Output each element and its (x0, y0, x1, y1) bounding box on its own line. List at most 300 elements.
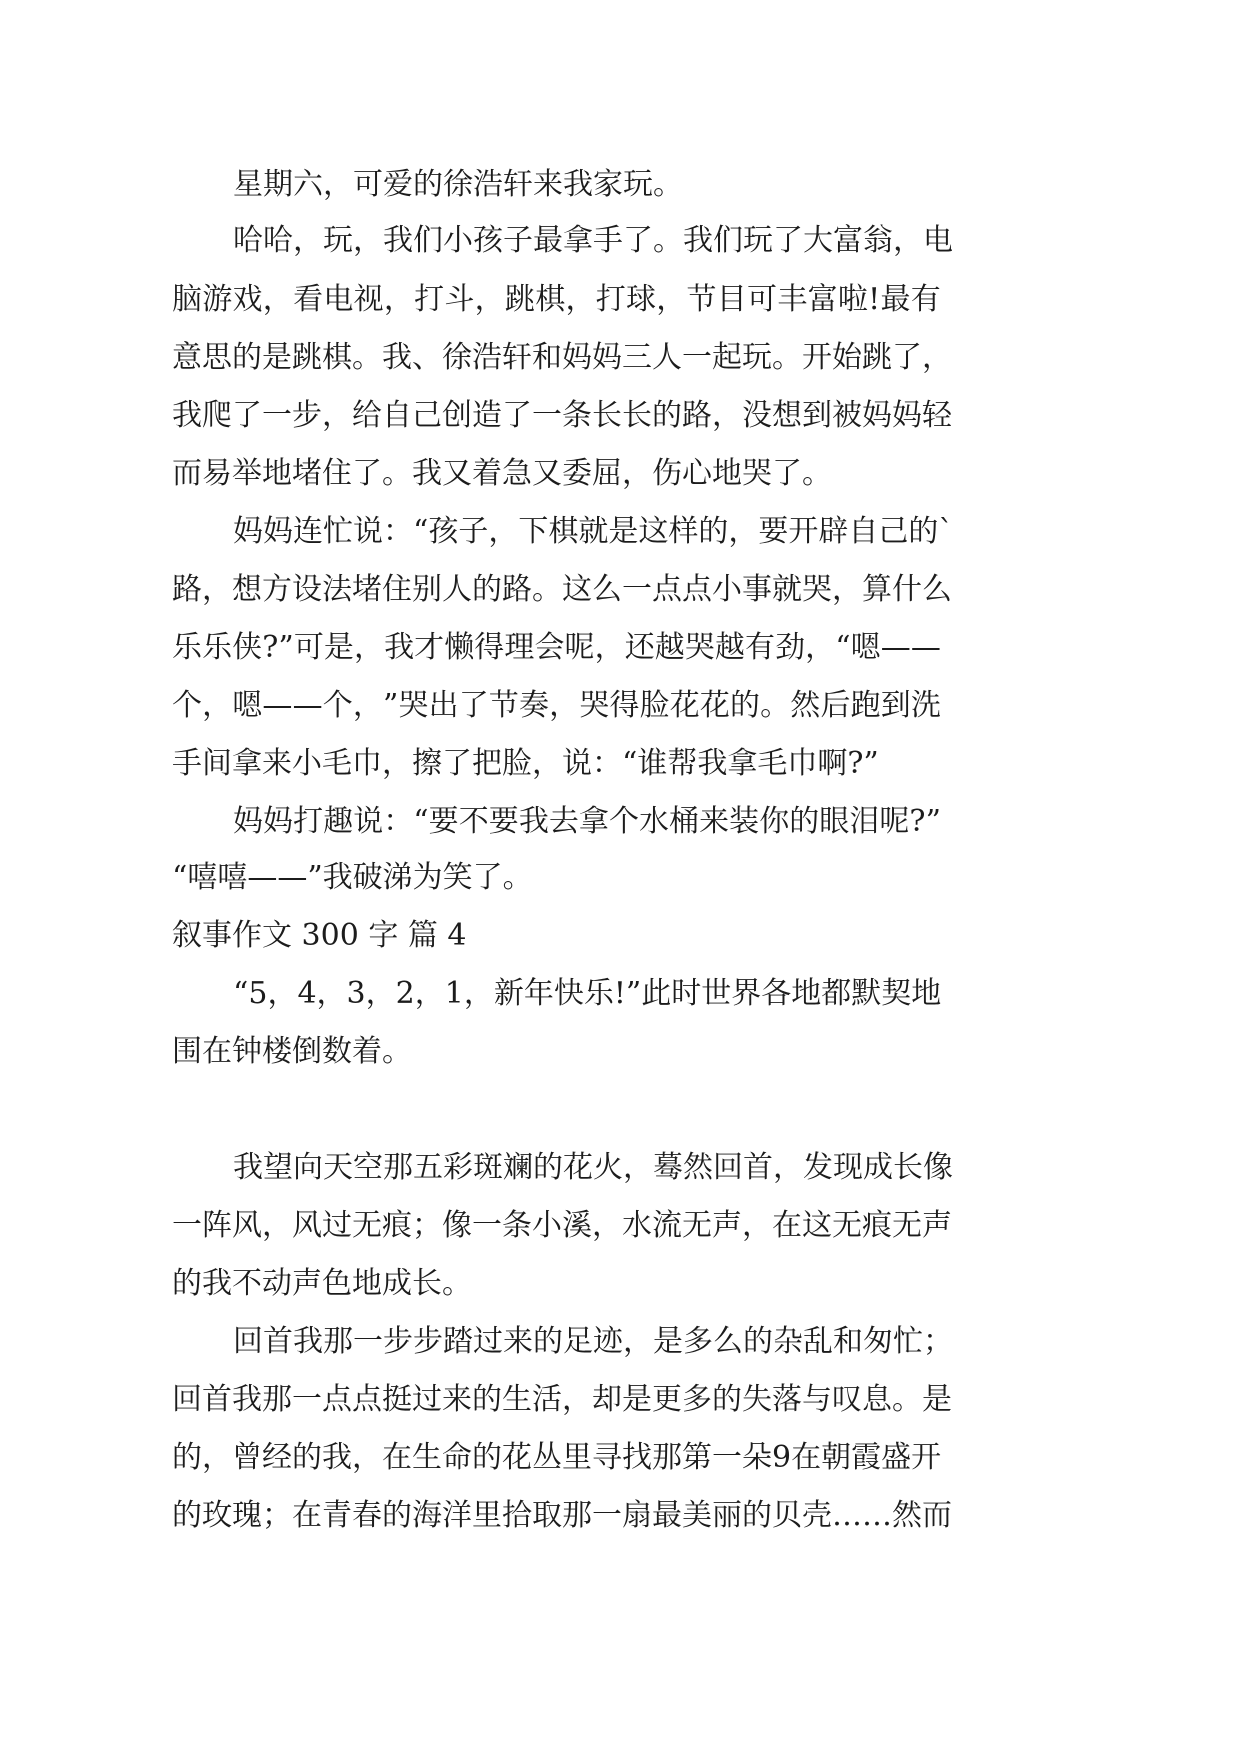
text-char: 斓 (503, 1150, 533, 1185)
text-char: 花 (669, 688, 700, 723)
text-char: 孩 (473, 223, 503, 258)
text-char: 的 (472, 1382, 502, 1417)
text-char: 的 (908, 514, 939, 549)
text-char: 快 (553, 976, 584, 1011)
text-char: 而 (922, 1498, 952, 1533)
text-char: 么 (713, 1324, 743, 1359)
text-char: … (862, 1498, 892, 1533)
text-char: ， (893, 223, 923, 258)
text-char: ， (805, 630, 836, 665)
text-char: 一 (622, 572, 652, 607)
text-char: ! (868, 282, 881, 317)
text-char: 现 (833, 1150, 863, 1185)
text-char: 美 (682, 1498, 712, 1533)
text-char: 那 (323, 1324, 353, 1359)
text-char: … (832, 1498, 862, 1533)
text-char: 妈 (892, 398, 922, 433)
text-char: ， (562, 1382, 592, 1417)
text-char: 那 (562, 1498, 592, 1533)
text-char: 棋 (535, 282, 566, 317)
text-line (0, 512, 1241, 552)
text-char: 出 (428, 688, 459, 723)
text-char: ` (938, 514, 954, 549)
text-char: 生 (502, 1382, 532, 1417)
text-char: 壳 (802, 1498, 832, 1533)
text-char: 。 (772, 340, 802, 375)
text-char: 想 (772, 398, 802, 433)
text-char: 不 (458, 804, 489, 839)
text-char: 妈 (862, 398, 892, 433)
text-char: 是 (922, 1382, 952, 1417)
text-char: 小 (532, 1208, 562, 1243)
text-char: 曾 (232, 1440, 262, 1475)
text-char: — (910, 630, 941, 665)
text-char: 的 (652, 398, 682, 433)
text-char: 步 (292, 398, 322, 433)
text-char: 法 (322, 572, 352, 607)
text-char: 忙 (323, 514, 353, 549)
text-char: ， (414, 976, 445, 1011)
text-char: ， (623, 1324, 653, 1359)
text-char: 流 (652, 1208, 682, 1243)
text-char: 电 (323, 282, 354, 317)
text-char: 无 (682, 1208, 712, 1243)
text-char: 富 (807, 282, 838, 317)
text-char: 要 (488, 804, 519, 839)
text-char: ! (613, 976, 626, 1011)
text-char: 长 (893, 1150, 923, 1185)
text-char: 瑰 (232, 1498, 262, 1533)
text-char: 在 (382, 1440, 412, 1475)
text-char: 、 (412, 340, 442, 375)
text-char: 的 (472, 572, 502, 607)
text-char: 火 (593, 1150, 623, 1185)
text-char: 轩 (502, 340, 532, 375)
text-char: 哭 (398, 688, 429, 723)
text-char: 花 (502, 1440, 532, 1475)
text-char: 丰 (777, 282, 808, 317)
text-char: 戏 (232, 282, 263, 317)
text-char: 一 (532, 398, 562, 433)
text-char: 住 (382, 572, 412, 607)
text-char: 痕 (862, 1208, 892, 1243)
text-char: 溪 (562, 1208, 592, 1243)
text-char: 棋 (548, 514, 579, 549)
text-char: 打 (595, 282, 626, 317)
text-char: 时 (671, 976, 702, 1011)
text-char: 去 (548, 804, 579, 839)
text-char: 节 (488, 688, 519, 723)
text-line (0, 221, 1241, 261)
text-char: 回 (233, 1324, 263, 1359)
text-char: 装 (729, 804, 760, 839)
text-char: 足 (563, 1324, 593, 1359)
text-char: 踏 (443, 1324, 473, 1359)
text-char: ， (728, 514, 759, 549)
text-char: 子 (458, 514, 489, 549)
text-char: 扇 (622, 1498, 652, 1533)
text-char: 是 (262, 340, 292, 375)
text-char: “ (413, 804, 429, 839)
text-char: 妈 (233, 804, 263, 839)
text-char: 棋 (322, 340, 352, 375)
text-char: 无 (352, 1208, 382, 1243)
text-char: 风 (292, 1208, 322, 1243)
text-char: 那 (383, 1150, 413, 1185)
text-char: 脑 (172, 282, 202, 317)
text-char: 视 (353, 282, 384, 317)
text-char: 了 (773, 223, 803, 258)
text-char: ， (365, 976, 396, 1011)
text-char: 玫 (202, 1498, 232, 1533)
text-char: 嗯 (232, 688, 263, 723)
text-char: 发 (803, 1150, 833, 1185)
text-char: ； (412, 1208, 442, 1243)
text-char: ， (594, 630, 625, 665)
text-char: 首 (743, 1150, 773, 1185)
text-char: 声 (712, 1208, 742, 1243)
text-char: ， (353, 630, 384, 665)
text-char: ， (474, 282, 505, 317)
text-char: 有 (910, 282, 941, 317)
text-char: 活 (532, 1382, 562, 1417)
text-char: 玩 (323, 223, 353, 258)
text-char: 贝 (772, 1498, 802, 1533)
text-char: 步 (413, 1324, 443, 1359)
text-char: 下 (518, 514, 549, 549)
text-char: 与 (802, 1382, 832, 1417)
text-char: 的 (533, 1150, 563, 1185)
text-char: 跳 (862, 340, 892, 375)
text-char: 此 (641, 976, 672, 1011)
text-char: 挺 (382, 1382, 412, 1417)
text-char: 点 (352, 1382, 382, 1417)
text-line (0, 1322, 1241, 1362)
text-char: 一 (712, 1440, 742, 1475)
text-char: 一 (262, 398, 292, 433)
text-char: 的 (743, 1324, 773, 1359)
text-char: 五 (413, 1150, 443, 1185)
text-char: 连 (293, 514, 323, 549)
text-char: 的 (232, 340, 262, 375)
text-char: 路 (682, 398, 712, 433)
text-char: 那 (652, 1440, 682, 1475)
text-char: 样 (668, 514, 699, 549)
text-char: 跳 (504, 282, 535, 317)
text-char: 子 (503, 223, 533, 258)
text-char: 长 (592, 398, 622, 433)
text-char: 泪 (849, 804, 880, 839)
text-char: 了 (232, 398, 262, 433)
text-char: 小 (712, 572, 742, 607)
text-char: 个 (172, 688, 202, 723)
text-char: 地 (791, 976, 822, 1011)
text-char: ， (922, 340, 952, 375)
text-char: 就 (578, 514, 609, 549)
text-char: 理 (504, 630, 535, 665)
text-char: “ (413, 514, 429, 549)
text-char: 妈 (592, 340, 622, 375)
text-char: 第 (682, 1440, 712, 1475)
text-char: 乐 (583, 976, 614, 1011)
text-char: ： (383, 514, 413, 549)
text-char: 拿 (563, 223, 593, 258)
text-char: 侠 (232, 630, 263, 665)
text-char: 1 (444, 976, 464, 1011)
text-char: 空 (353, 1150, 383, 1185)
text-char: 多 (682, 1382, 712, 1417)
text-char: 首 (202, 1382, 232, 1417)
text-char: ， (383, 282, 414, 317)
text-char: ” (382, 688, 399, 723)
text-char: 开 (802, 340, 832, 375)
text-char: 跳 (292, 340, 322, 375)
text-char: 辟 (818, 514, 849, 549)
text-char: 奏 (519, 688, 550, 723)
text-char: 设 (292, 572, 322, 607)
text-line (0, 570, 1241, 610)
text-char: 想 (232, 572, 262, 607)
text-char: 孩 (428, 514, 459, 549)
text-char: 玩 (743, 223, 773, 258)
text-char: 越 (714, 630, 745, 665)
text-char: ， (267, 976, 298, 1011)
text-char: ? (909, 804, 926, 839)
text-char: 妈 (263, 514, 293, 549)
text-char: 呢 (564, 630, 595, 665)
text-char: 桶 (669, 804, 700, 839)
text-char: ， (352, 688, 383, 723)
text-char: ” (278, 630, 294, 665)
text-char: 盛 (881, 1440, 912, 1475)
text-char: 年 (523, 976, 554, 1011)
text-char: 堵 (352, 572, 382, 607)
text-char: 的 (472, 1440, 502, 1475)
text-char: 的 (730, 688, 761, 723)
text-char: 来 (442, 1382, 472, 1417)
text-char: 呢 (879, 804, 910, 839)
text-char: — (880, 630, 911, 665)
text-char: 算 (862, 572, 892, 607)
text-line (0, 338, 1241, 378)
text-char: 思 (202, 340, 232, 375)
text-char: 斗 (444, 282, 475, 317)
text-char: 霞 (851, 1440, 882, 1475)
text-char: 。 (653, 223, 683, 258)
text-char: 无 (892, 1208, 922, 1243)
text-char: 啦 (837, 282, 868, 317)
text-char: 创 (442, 398, 472, 433)
text-char: 彩 (443, 1150, 473, 1185)
text-line: 而易举地堵住了。我又着急又委屈，伤心地哭了。 (172, 456, 832, 491)
text-char: ” (625, 976, 642, 1011)
text-char: 过 (473, 1324, 503, 1359)
text-char: 的 (172, 1498, 202, 1533)
text-char: 新 (493, 976, 524, 1011)
text-char: — (292, 688, 323, 723)
text-char: 哈 (233, 223, 263, 258)
text-char: 我 (383, 223, 413, 258)
text-char: 像 (923, 1150, 953, 1185)
text-char: 趣 (323, 804, 354, 839)
text-char: 是 (622, 1382, 652, 1417)
text-char: 寻 (592, 1440, 622, 1475)
text-char: 命 (442, 1440, 472, 1475)
text-char: 到 (880, 688, 911, 723)
text-char: 游 (202, 282, 233, 317)
text-char: ， (565, 282, 596, 317)
text-char: ； (923, 1324, 953, 1359)
text-char: ， (773, 1150, 803, 1185)
text-char: 是 (323, 630, 354, 665)
text-char: 个 (608, 804, 639, 839)
text-char: 自 (848, 514, 879, 549)
text-char: 长 (622, 398, 652, 433)
text-char: 方 (262, 572, 292, 607)
text-char: 人 (652, 340, 682, 375)
text-char: 们 (413, 223, 443, 258)
text-char: 哭 (802, 572, 832, 607)
text-char: 像 (442, 1208, 472, 1243)
text-char: 却 (592, 1382, 622, 1417)
text-char: 打 (414, 282, 445, 317)
text-char: 被 (832, 398, 862, 433)
text-char: “ (835, 630, 851, 665)
text-char: 找 (622, 1440, 652, 1475)
text-char: 各 (761, 976, 792, 1011)
text-char: ， (202, 1440, 232, 1475)
text-char: 成 (863, 1150, 893, 1185)
text-char: 我 (518, 804, 549, 839)
text-char: 始 (832, 340, 862, 375)
text-char: 我 (293, 1324, 323, 1359)
text-char: ， (293, 223, 323, 258)
text-char: 水 (639, 804, 669, 839)
text-char: 什 (892, 572, 922, 607)
text-char: — (262, 688, 293, 723)
text-char: ” (925, 804, 941, 839)
text-char: 然 (683, 1150, 713, 1185)
text-char: 我 (382, 340, 412, 375)
text-char: 的 (292, 1440, 322, 1475)
text-char: 4 (297, 976, 317, 1011)
text-line (0, 1380, 1241, 1420)
text-char: 青 (322, 1498, 352, 1533)
text-char: ? (262, 630, 279, 665)
text-char: 。 (892, 1382, 922, 1417)
text-char: ， (352, 1440, 382, 1475)
text-char: 了 (458, 688, 489, 723)
text-char: 阵 (202, 1208, 232, 1243)
text-char: 在 (772, 1208, 802, 1243)
text-char: 人 (442, 572, 472, 607)
text-char: 我 (322, 1440, 352, 1475)
text-char: 开 (788, 514, 819, 549)
text-char: 玩 (742, 340, 772, 375)
text-char: 来 (503, 1324, 533, 1359)
text-char: ， (322, 398, 352, 433)
text-line: 星期六，可爱的徐浩轩来我家玩。 (233, 167, 683, 202)
text-char: ， (202, 572, 232, 607)
text-char: 多 (683, 1324, 713, 1359)
text-char: 哭 (579, 688, 610, 723)
text-char: 到 (802, 398, 832, 433)
text-char: 可 (293, 630, 324, 665)
text-char: 拾 (502, 1498, 532, 1533)
text-char: 造 (472, 398, 502, 433)
text-line: 的我不动声色地成长。 (172, 1266, 472, 1301)
text-char: 叹 (832, 1382, 862, 1417)
text-char: 条 (502, 1208, 532, 1243)
text-char: 首 (263, 1324, 293, 1359)
text-line (0, 1438, 1241, 1478)
text-char: 后 (820, 688, 851, 723)
text-char: 电 (923, 223, 953, 258)
text-char: 朝 (821, 1440, 852, 1475)
text-char: ， (832, 572, 862, 607)
text-char: 的 (789, 804, 820, 839)
text-char: 。 (760, 688, 791, 723)
text-char: 么 (922, 572, 952, 607)
text-char: 朵 (742, 1440, 772, 1475)
text-char: 我 (233, 1150, 263, 1185)
text-char: 说 (353, 514, 383, 549)
text-line (0, 1206, 1241, 1246)
text-char: 要 (758, 514, 789, 549)
text-char: ， (488, 514, 519, 549)
text-char: ， (742, 1208, 772, 1243)
text-char: 三 (622, 340, 652, 375)
text-char: 里 (562, 1440, 592, 1475)
text-char: 们 (713, 223, 743, 258)
text-char: 的 (382, 1498, 412, 1533)
text-line (0, 802, 1241, 842)
text-char: 我 (172, 398, 202, 433)
text-char: 风 (232, 1208, 262, 1243)
text-char: 默 (851, 976, 882, 1011)
text-char: 跑 (850, 688, 881, 723)
text-char: 么 (592, 572, 622, 607)
text-char: 在 (791, 1440, 822, 1475)
text-char: 丛 (532, 1440, 562, 1475)
text-char: 脸 (639, 688, 670, 723)
text-char: ， (549, 688, 580, 723)
text-char: 。 (532, 572, 562, 607)
text-char: 浩 (472, 340, 502, 375)
text-char: 过 (322, 1208, 352, 1243)
text-char: 轻 (922, 398, 952, 433)
text-char: ： (383, 804, 414, 839)
text-char: 契 (881, 976, 912, 1011)
text-char: 可 (747, 282, 778, 317)
text-char: 哈 (263, 223, 293, 258)
text-char: 一 (292, 1382, 322, 1417)
text-char: “ (233, 976, 249, 1011)
text-char: ， (202, 688, 233, 723)
text-char: 点 (682, 572, 712, 607)
text-char: 里 (472, 1498, 502, 1533)
text-char: 然 (892, 1498, 922, 1533)
text-char: 这 (562, 572, 592, 607)
text-char: 海 (412, 1498, 442, 1533)
text-char: 得 (609, 688, 640, 723)
text-char: 的 (172, 1440, 202, 1475)
text-char: 这 (802, 1208, 832, 1243)
text-char: ， (712, 398, 742, 433)
text-char: 目 (716, 282, 747, 317)
text-char: 点 (652, 572, 682, 607)
text-char: 个 (322, 688, 353, 723)
